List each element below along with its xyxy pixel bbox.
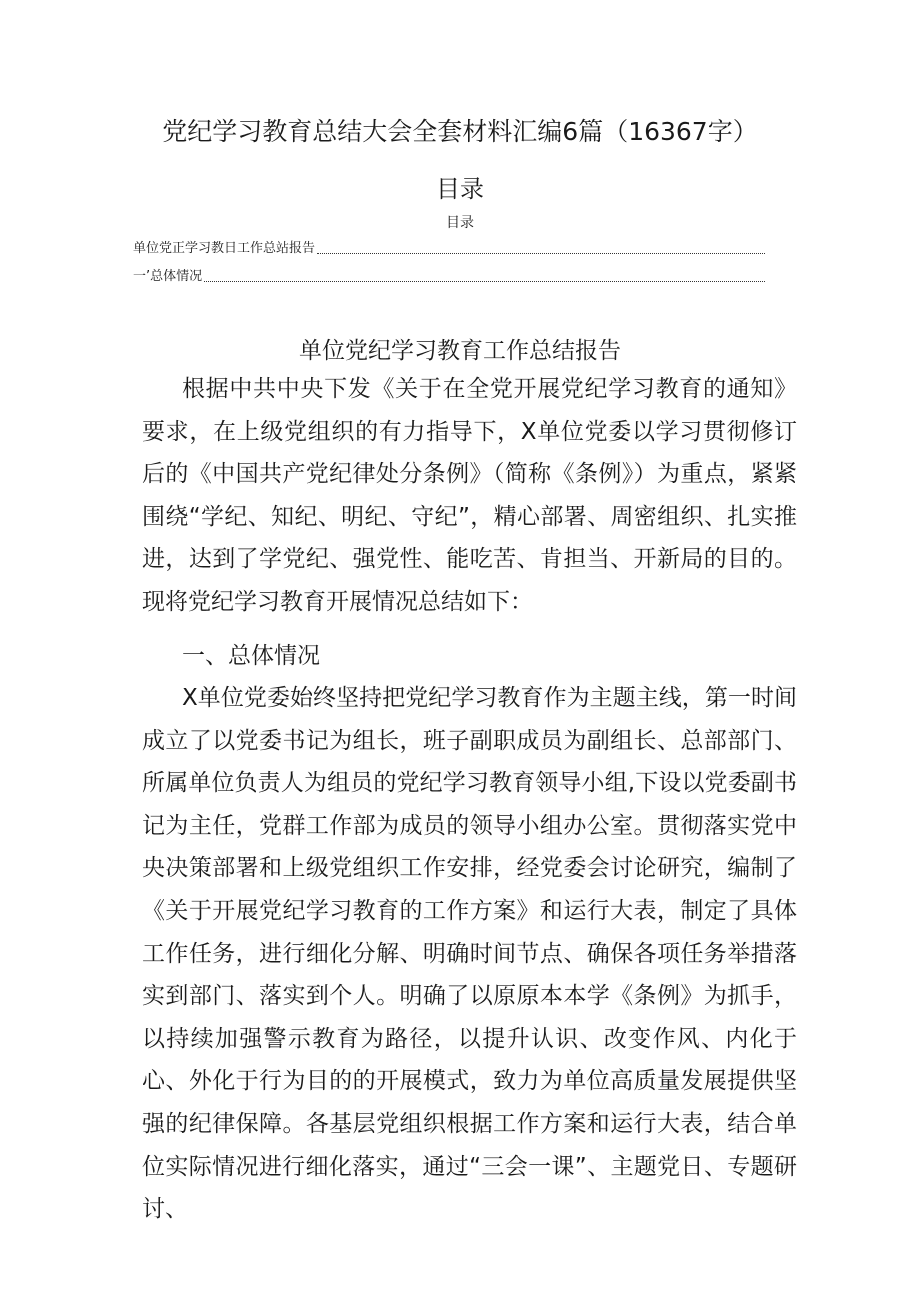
toc-leader-dots <box>317 252 765 254</box>
toc-entry-label: 一’总体情况 <box>133 269 203 284</box>
toc-entry[interactable] <box>133 240 765 258</box>
toc-entry-label: 单位党正学习教日工作总站报告 <box>133 241 316 256</box>
toc-heading: 目录 <box>436 175 484 203</box>
document-title: 党纪学习教育总结大会全套材料汇编6篇（16367字） <box>162 117 758 146</box>
toc-subheading: 目录 <box>446 215 474 231</box>
toc-entry[interactable] <box>133 268 765 286</box>
intro-paragraph: 根据中共中央下发《关于在全党开展党纪学习教育的通知》要求，在上级党组织的有力指导下，X单位党委以学习贯彻修订后的《中国共产党纪律处分条例》（简称《条例》）为重点，紧紧围绕“学纪、知纪、明纪、守纪”，精心部署、周密组织、扎实推进，达到了学党纪、强党性、能吃苦、肯担当、开新局的目的。现将党纪学习教育开展情况总结如下： <box>142 376 797 615</box>
section-title: 单位党纪学习教育工作总结报告 <box>299 338 621 364</box>
section-subheading: 一、总体情况 <box>182 643 320 669</box>
toc-leader-dots <box>204 280 765 282</box>
body-paragraph: X单位党委始终坚持把党纪学习教育作为主题主线，第一时间成立了以党委书记为组长，班子副职成员为副组长、总部部门、所属单位负责人为组员的党纪学习教育领导小组,下设以党委副书记为主任，党群工作部为成员的领导小组办公室。贯彻落实党中央决策部署和上级党组织工作安排，经党委会讨论研究，编制了《关于开展党纪学习教育的工作方案》和运行大表，制定了具体工作任务，进行细化分解、明确时间节点、确保各项任务举措落实到部门、落实到个人。明确了以原原本本学《条例》为抓手，以持续加强警示教育为路径，以提升认识、改变作风、内化于心、外化于行为目的的开展模式，致力为单位高质量发展提供坚强的纪律保障。各基层党组织根据工作方案和运行大表，结合单位实际情况进行细化落实，通过“三会一课”、主题党日、专题研讨、 <box>142 685 797 1223</box>
